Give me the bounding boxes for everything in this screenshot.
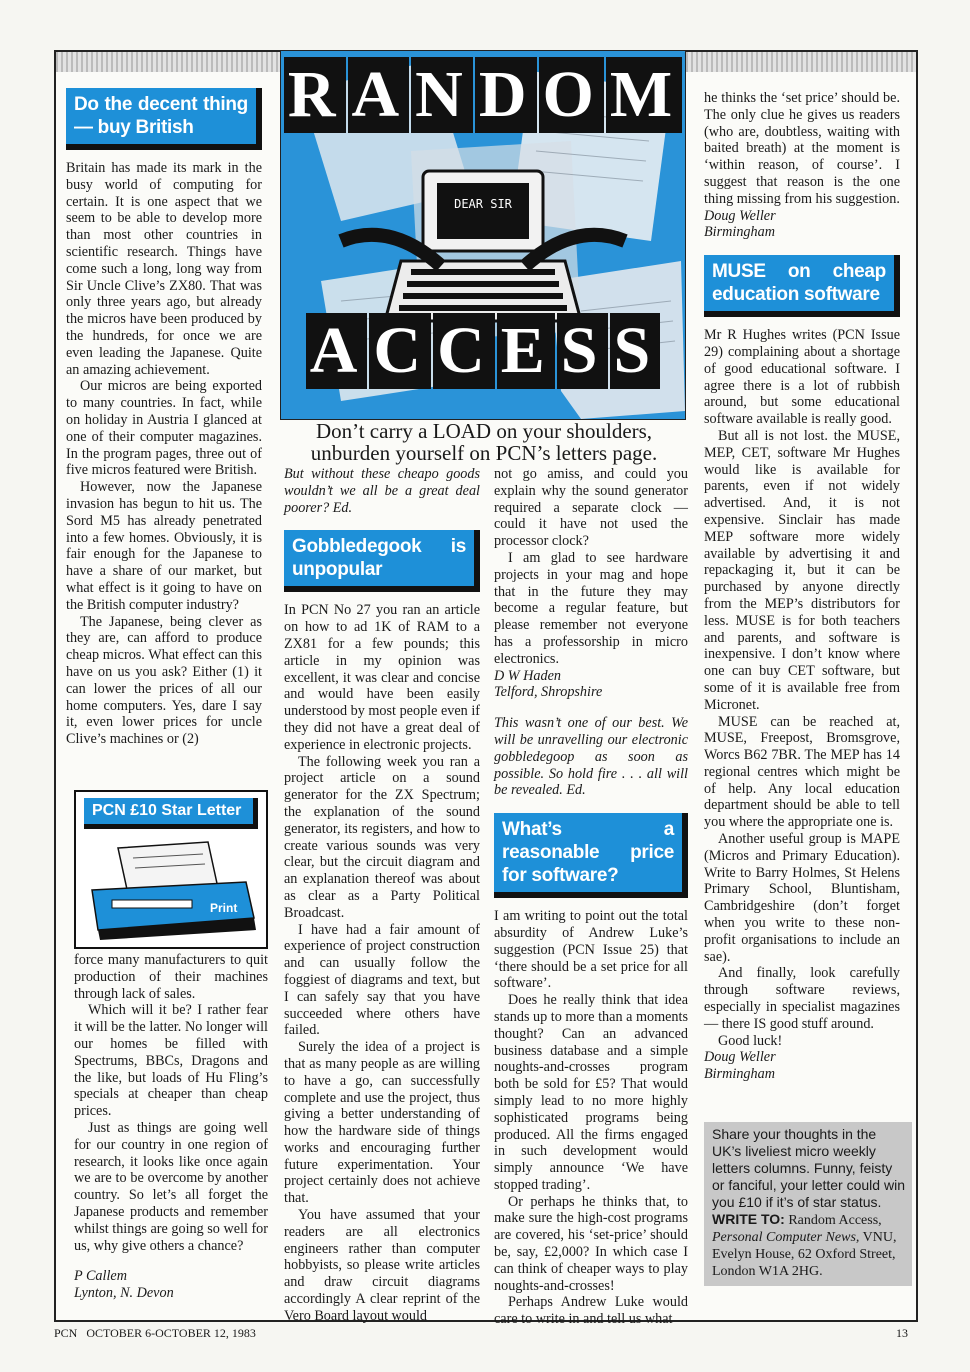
letter-paragraph: You have assumed that your readers are all electronics engineers rather than computer hobbyists, so please write articles and draw circuit diagrams accordingly A clear reprint of the Vero Board layout would bbox=[284, 1207, 480, 1324]
letter-paragraph: Mr R Hughes writes (PCN Issue 29) complaining about a shortage of good educational software. I agree there is a lot of rubbish around, but some educational software available is really good. bbox=[704, 327, 900, 428]
heading-decent-thing: Do the decent thing — buy British bbox=[66, 88, 262, 150]
letter-paragraph: I am writing to point out the total absurdity of Andrew Luke’s suggestion (PCN Issue 25) that ‘there should be a set price for all software’. bbox=[494, 908, 688, 992]
banner-title-random: R A N D O M bbox=[281, 57, 685, 133]
column-4 bbox=[704, 90, 900, 1083]
heading-gobbledegook: Gobbledegook is unpopular bbox=[284, 530, 480, 592]
letter-paragraph: Does he really think that idea stands up to more than a moments thought? Can an advanced business database and a simple noughts-and-crosses program both be sold for £5? That would simply lead to no more highly sophisticated programs being produced. All the firms engaged in such development would simply announce ‘We have stopped trading’. bbox=[494, 992, 688, 1193]
letter-paragraph: he thinks the ‘set price’ should be. The only clue he gives us readers (who are, doubtless, waiting with baited breath) at the moment is ‘within reason, of course’. I suggest that reason is the one thing missing from his suggestion. bbox=[704, 90, 900, 207]
letter-paragraph: And finally, look carefully through software reviews, especially in specialist magazines — there IS good stuff around. bbox=[704, 965, 900, 1032]
signature-name: D W Haden bbox=[494, 667, 561, 684]
letter-paragraph: Surely the idea of a project is that as many people as are willing to have a go, can successfully complete and use the project, thus giving a better understanding of how the hardware side of things works and encouraging further future experimentation. Your project certainly does not achieve that. bbox=[284, 1039, 480, 1207]
random-access-banner bbox=[280, 50, 686, 420]
signature-place: Birmingham bbox=[704, 1066, 775, 1083]
letter-paragraph: Or perhaps he thinks that, to make sure the high-cost programs are covered, his ‘set-price’ should be, say, £2,000? In which case I can think of cheaper ways to play noughts-and-crosses! bbox=[494, 1193, 688, 1294]
star-letter-title: PCN £10 Star Letter bbox=[84, 798, 258, 829]
column-1 bbox=[66, 88, 262, 748]
write-to-address: WRITE TO: Random Access, Personal Computer News, VNU, Evelyn House, 62 Oxford Street, London W1A 2HG. bbox=[712, 1211, 897, 1279]
star-letter-box bbox=[74, 790, 268, 949]
letter-paragraph: Another useful group is MAPE (Micros and Primary Education). Write to Barry Holmes, St Helens Primary School, Bluntisham, Cambridgeshire (don’t forget when you write to these non-profit organisations to include an sae). bbox=[704, 831, 900, 965]
letter-paragraph: MUSE can be reached at, MUSE, Freepost, Bromsgrove, Worcs B62 7BR. The MEP has 14 regional centres which might be of help. Any local education department should be able to tell you where the appropriate one is. bbox=[704, 713, 900, 831]
column-1-continued bbox=[74, 952, 268, 1302]
svg-text:Print: Print bbox=[210, 901, 238, 915]
letter-paragraph: Good luck! bbox=[718, 1032, 783, 1049]
letter-paragraph: I am glad to see hardware projects in your mag and hope that in the future they may become a regular feature, but please remember not everyone has a professorship in micro electronics. bbox=[494, 549, 688, 667]
heading-muse: MUSE on cheap education software bbox=[704, 255, 900, 317]
signature-place: Telford, Shropshire bbox=[494, 684, 603, 701]
letter-paragraph: However, now the Japanese invasion has begun to hit us. The Sord M5 has already penetrated into a few homes. Obviously, it is fair enough for the Japanese to have a share of our market, but what effect is it going to have on the British computer industry? bbox=[66, 479, 262, 613]
screen-text: DEAR SIR bbox=[454, 197, 512, 211]
letter-paragraph: Which will it be? I rather fear it will be the latter. No longer will our homes be filled with Spectrums, BBCs, Dragons and the like, but loads of Hu Fling’s specials at cheaper than cheap prices. bbox=[74, 1002, 268, 1120]
heading-reasonable-price: What’s a reasonable price for software? bbox=[494, 813, 688, 898]
letter-paragraph: In PCN No 27 you ran an article on how to ad 1K of RAM to a ZX81 for a few pounds; this article in my opinion was excellent, it was clear and concise and would have been easily understood by most people even if they did not have a great deal of experience in electronic projects. bbox=[284, 602, 480, 753]
banner-tagline: Don’t carry a LOAD on your shoulders, unburden yourself on PCN’s letters page. bbox=[310, 419, 658, 465]
signature-place: Birmingham bbox=[704, 224, 775, 241]
footer-issue-date: PCN OCTOBER 6-OCTOBER 12, 1983 bbox=[54, 1326, 256, 1340]
printer-icon bbox=[78, 838, 264, 942]
column-2 bbox=[284, 466, 480, 1325]
letter-paragraph: I have had a fair amount of experience of project construction and can usually follow the foggiest of diagrams and text, but I can safely say that you have succeeded where others have failed. bbox=[284, 921, 480, 1039]
write-to-label: WRITE TO: bbox=[712, 1211, 785, 1227]
editor-note: This wasn’t one of our best. We will be unravelling our electronic gobbledegoop as soon as possible. So hold fire . . . all will be revealed. Ed. bbox=[494, 715, 688, 799]
signature-name: Doug Weller bbox=[704, 207, 776, 224]
letter-paragraph: But all is not lost. the MUSE, MEP, CET, software Mr Hughes would like is available for parents, even if not widely advertised. And, it is not expensive. Sinclair has made MEP software more widely available by advertising it and repackaging it, but it can be purchased by anyone directly from the MEP’s distributors for less. MUSE is for both teachers and parents, and software is inexpensive. I don’t know where one can buy CET software, but some of it is available free from Micronet. bbox=[704, 427, 900, 713]
share-text: Share your thoughts in the UK’s liveliest micro weekly letters columns. Funny, feisty or fanciful, your letter could win you £10 if it’s of star status. bbox=[712, 1126, 905, 1210]
signature-name: P Callem bbox=[74, 1268, 127, 1285]
letter-paragraph: Just as things are going well for our country in one region of research, it looks like once again we are to be overcome by another country. So let’s all forget the Japanese products and remember whilst things are going so well for us, why give others a chance? bbox=[74, 1119, 268, 1254]
letter-paragraph: Our micros are being exported to many countries. In fact, while on holiday in Austria I glanced at one of their computer magazines. In the program pages, three out of five micros featured were British. bbox=[66, 378, 262, 479]
column-3 bbox=[494, 466, 688, 1328]
letter-paragraph: The Japanese, being clever as they are, can afford to produce cheap micros. What effect can this have on us you ask? Either (1) it can lower the prices of all our home computers. Yes, dare I say it, even lower prices for uncle Clive’s machines or (2) bbox=[66, 613, 262, 748]
banner-title-access: A C C E S S bbox=[281, 313, 685, 389]
share-thoughts-box bbox=[704, 1122, 912, 1286]
signature-name: Doug Weller bbox=[704, 1049, 776, 1066]
letter-paragraph: Britain has made its mark in the busy world of computing for certain. It is one aspect that we seem to be able to develop more than most other countries in scientific research. Things have come such a long, long way from Sir Uncle Clive’s ZX80. That was only three years ago, but already the micros have been produced by the hundreds, for once we are even leading the Japanese. Quite an amazing achievement. bbox=[66, 160, 262, 378]
letter-paragraph: Perhaps Andrew Luke would care to write in and tell us what bbox=[494, 1294, 688, 1328]
signature-place: Lynton, N. Devon bbox=[74, 1285, 174, 1302]
editor-note: But without these cheapo goods wouldn’t we all be a great deal poorer? Ed. bbox=[284, 466, 480, 516]
page-number: 13 bbox=[896, 1326, 908, 1340]
letter-paragraph: not go amiss, and could you explain why the sound generator required a separate clock — could it have not used the processor clock? bbox=[494, 466, 688, 550]
letter-paragraph: force many manufacturers to quit production of their machines through lack of sales. bbox=[74, 952, 268, 1002]
letter-paragraph: The following week you ran a project article on a sound generator for the ZX Spectrum; the explanation of the sound generator, its registers, and how to create various sounds was very clear, but the circuit diagram and an explanation thereof was about as clear as a Party Political Broadcast. bbox=[284, 753, 480, 921]
